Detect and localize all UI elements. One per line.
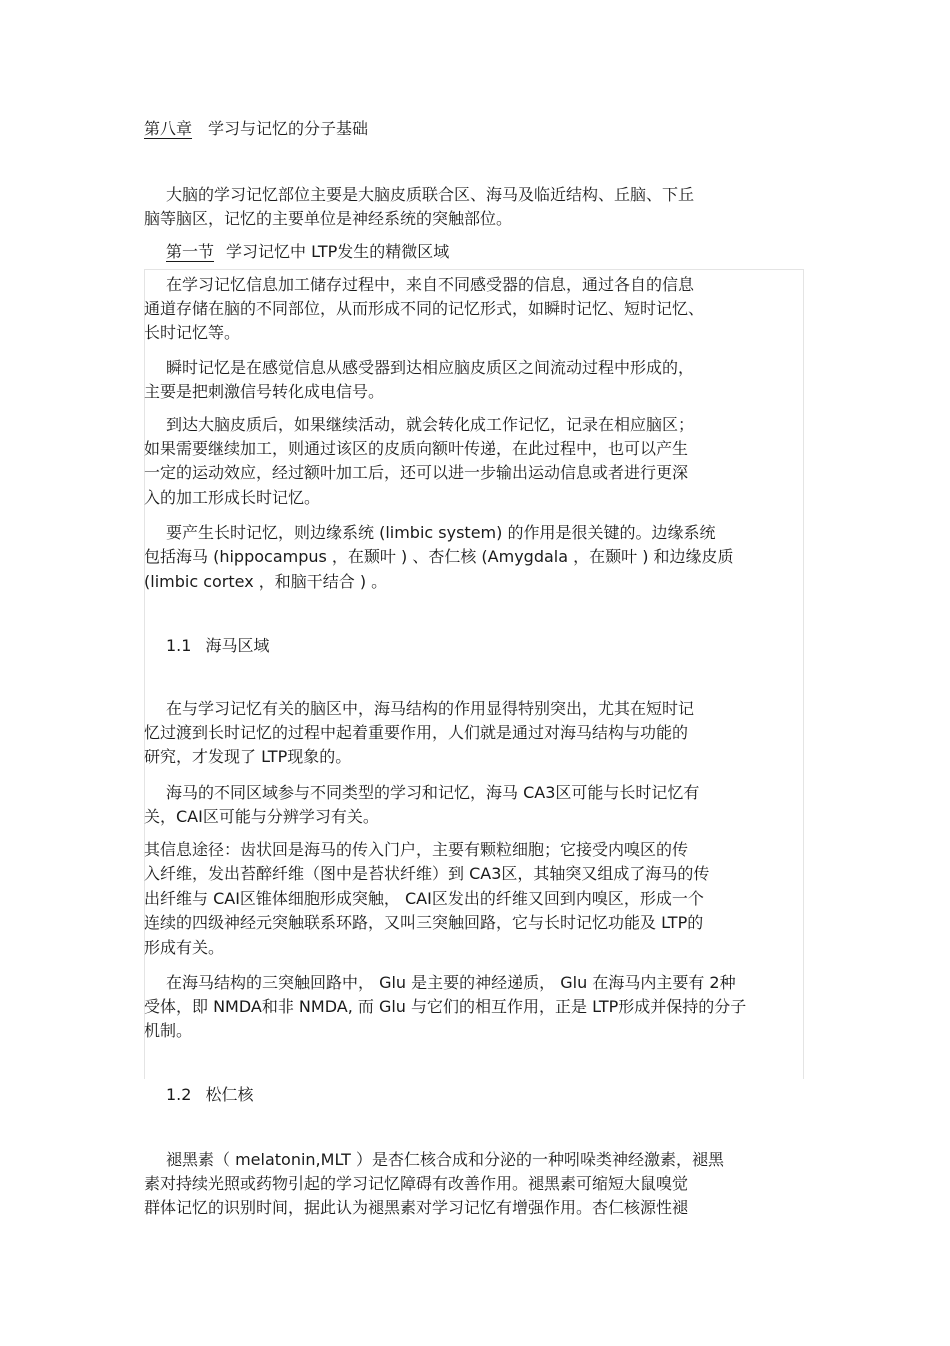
section-heading — [166, 241, 449, 263]
paragraph-line: 研究，才发现了 LTP现象的。 — [144, 747, 352, 766]
paragraph-line: 一定的运动效应，经过额叶加工后，还可以进一步输出运动信息或者进行更深 — [144, 463, 689, 482]
paragraph-line: (limbic cortex ，和脑干结合 ) 。 — [144, 572, 388, 591]
paragraph-line: 素对持续光照或药物引起的学习记忆障碍有改善作用。褪黑素可缩短大鼠嗅觉 — [144, 1174, 689, 1193]
paragraph-line: 入纤维，发出苔醉纤维（图中是苔状纤维）到 CA3区，其轴突又组成了海马的传 — [144, 864, 710, 883]
intro-line: 大脑的学习记忆部位主要是大脑皮质联合区、海马及临近结构、丘脑、下丘 — [166, 185, 695, 204]
subsection-number: 1.1 — [166, 636, 192, 655]
paragraph-line: 在学习记忆信息加工储存过程中，来自不同感受器的信息，通过各自的信息 — [166, 275, 695, 294]
paragraph-line: 要产生长时记忆，则边缘系统 (limbic system) 的作用是很关键的。边缘系统 — [166, 523, 716, 542]
paragraph-line: 连续的四级神经元突触联系环路，又叫三突触回路，它与长时记忆功能及 LTP的 — [144, 913, 704, 932]
paragraph-line: 瞬时记忆是在感觉信息从感受器到达相应脑皮质区之间流动过程中形成的， — [166, 358, 695, 377]
paragraph-line: 出纤维与 CAI区锥体细胞形成突触， CAI区发出的纤维又回到内嗅区，形成一个 — [144, 889, 704, 908]
paragraph-line: 通道存储在脑的不同部位，从而形成不同的记忆形式，如瞬时记忆、短时记忆、 — [144, 299, 705, 318]
paragraph-line: 如果需要继续加工，则通过该区的皮质向额叶传递，在此过程中，也可以产生 — [144, 439, 689, 458]
subsection-number: 1.2 — [166, 1085, 192, 1104]
paragraph-line: 其信息途径：齿状回是海马的传入门户，主要有颗粒细胞；它接受内嗅区的传 — [144, 840, 689, 859]
paragraph-line: 海马的不同区域参与不同类型的学习和记忆，海马 CA3区可能与长时记忆有 — [166, 783, 700, 802]
section-title: 学习记忆中 LTP发生的精微区域 — [226, 242, 450, 261]
chapter-label: 第八章 — [144, 119, 193, 138]
paragraph-line: 机制。 — [144, 1021, 193, 1040]
paragraph-line: 群体记忆的识别时间，据此认为褪黑素对学习记忆有增强作用。杏仁核源性褪 — [144, 1198, 689, 1217]
paragraph-line: 长时记忆等。 — [144, 323, 241, 342]
subsection-title: 松仁核 — [205, 1085, 254, 1104]
chapter-title: 学习与记忆的分子基础 — [208, 119, 369, 138]
paragraph-line: 入的加工形成长时记忆。 — [144, 488, 321, 507]
paragraph-line: 形成有关。 — [144, 938, 225, 957]
paragraph-line: 包括海马 (hippocampus ，在颞叶 ) 、杏仁核 (Amygdala ，在颞叶 ) 和边缘皮质 — [144, 547, 734, 566]
paragraph-line: 在与学习记忆有关的脑区中，海马结构的作用显得特别突出，尤其在短时记 — [166, 699, 695, 718]
paragraph-line: 忆过渡到长时记忆的过程中起着重要作用，人们就是通过对海马结构与功能的 — [144, 723, 689, 742]
paragraph-line: 在海马结构的三突触回路中， Glu 是主要的神经递质， Glu 在海马内主要有 2种 — [166, 973, 736, 992]
section-label: 第一节 — [166, 242, 215, 261]
paragraph-line: 关，CAI区可能与分辨学习有关。 — [144, 807, 379, 826]
subsection-heading — [166, 1084, 253, 1106]
subsection-heading — [166, 635, 269, 657]
paragraph-line: 主要是把刺激信号转化成电信号。 — [144, 382, 385, 401]
paragraph-line: 褪黑素（ melatonin,MLT ）是杏仁核合成和分泌的一种吲哚类神经激素，褪黑 — [166, 1150, 725, 1169]
paragraph-line: 受体，即 NMDA和非 NMDA, 而 Glu 与它们的相互作用，正是 LTP形成并保持的分子 — [144, 997, 747, 1016]
intro-line: 脑等脑区，记忆的主要单位是神经系统的突触部位。 — [144, 209, 513, 228]
paragraph-line: 到达大脑皮质后，如果继续活动，就会转化成工作记忆，记录在相应脑区； — [166, 415, 695, 434]
subsection-title: 海马区域 — [205, 636, 270, 655]
chapter-heading — [144, 118, 368, 140]
